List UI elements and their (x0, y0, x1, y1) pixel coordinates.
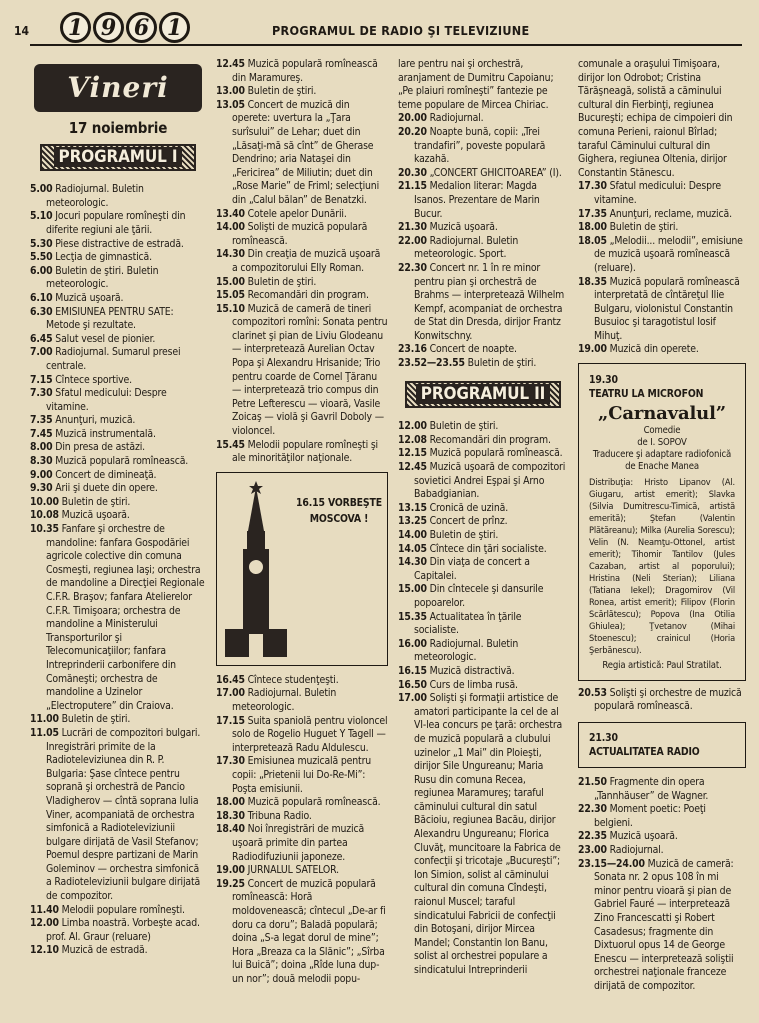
entry-text: Arii şi duete din opere. (55, 482, 158, 495)
theatre-genre: Comedie (643, 424, 681, 436)
entry-time: 5.50 (30, 251, 53, 264)
entry-time: 14.30 (398, 556, 427, 569)
schedule-list (578, 687, 746, 714)
entry-time: 23.52—23.55 (398, 357, 465, 370)
entry-text: Muzică instrumentală. (55, 427, 156, 440)
actualitatea-text: ACTUALITATEA RADIO (589, 746, 700, 759)
schedule-entry (216, 864, 388, 878)
entry-time: 22.30 (578, 803, 607, 816)
entry-time: 16.45 (216, 673, 245, 686)
entry-text: Muzică uşoară. (55, 291, 124, 304)
schedule-entry (216, 303, 388, 439)
entry-text: Cronică de uzină. (429, 501, 509, 514)
entry-text: Cotele apelor Dunării. (247, 207, 347, 220)
entry-time: 7.35 (30, 414, 53, 427)
schedule-entry (398, 343, 568, 357)
schedule-entry (398, 529, 568, 543)
entry-time: 6.45 (30, 332, 53, 345)
entry-text: Radiojurnal. Buletin meteorologic. (46, 183, 144, 209)
entry-text: Lucrări de compozitori bulgari. Inregistrări primite de la Radioteleviziunea din R. P. Bulgaria: Şase cîntece pentru soprană şi orchestră de Pancio Vladigherov — cîntă soprana Iulia Viner, acompaniată de orchestra simfonică a Radioteleviziunii bulgare dirijată de Vasil Stefanov; Poemul despre partizani de Marin Goleminov — orchestra simfonică a Radioteleviziunii bulgare dirijată de compozitor. (46, 726, 201, 903)
schedule-entry (30, 333, 206, 347)
entry-time: 23.15—24.00 (578, 857, 645, 870)
schedule-list (398, 420, 568, 977)
schedule-entry (398, 611, 568, 638)
entry-text: Muzică de estradă. (61, 944, 148, 957)
schedule-entry (30, 469, 206, 483)
entry-time: 20.30 (398, 166, 427, 179)
entry-time: 17.35 (578, 207, 607, 220)
entry-text: Buletin de ştiri. Buletin meteorologic. (46, 264, 159, 291)
schedule-entry (30, 210, 206, 237)
schedule-entry (216, 878, 388, 987)
entry-text: Buletin de ştiri. (467, 357, 537, 370)
entry-text: Medalion literar: Magda Isanos. Prezentare de Marin Bucur. (414, 180, 540, 220)
entry-text: Solişti şi orchestre de muzică populară romînească. (594, 686, 742, 713)
schedule-entry (398, 235, 568, 262)
entry-time: 7.00 (30, 346, 53, 359)
entry-time: 22.30 (398, 261, 427, 274)
entry-text: JURNALUL SATELOR. (247, 864, 339, 877)
schedule-entry (578, 687, 746, 714)
entry-time: 10.08 (30, 509, 59, 522)
entry-text: Radiojurnal. Buletin meteorologic. (232, 687, 337, 713)
entry-text: Jocuri populare romîneşti din diferite regiuni ale ţării. (46, 210, 186, 236)
entry-time: 14.05 (398, 542, 427, 555)
entry-time: 11.00 (30, 713, 59, 726)
schedule-entry (30, 374, 206, 388)
schedule-entry (216, 439, 388, 466)
entry-time: 6.10 (30, 291, 53, 304)
entry-text: Actualitatea în ţările socialiste. (414, 610, 522, 637)
schedule-list (398, 112, 568, 370)
schedule-entry (578, 221, 746, 235)
entry-time: 7.30 (30, 387, 53, 400)
entry-time: 5.10 (30, 210, 53, 223)
schedule-entry (398, 357, 568, 371)
entry-time: 12.00 (30, 917, 59, 930)
entry-time: 12.00 (398, 420, 427, 433)
entry-time: 15.35 (398, 610, 427, 623)
schedule-entry (30, 414, 206, 428)
date-heading: 17 noiembrie (68, 119, 168, 137)
entry-text: Emisiunea muzicală pentru copii: „Prietenii lui Do-Re-Mi”: Poşta emisiunii. (232, 755, 372, 795)
entry-time: 6.00 (30, 264, 53, 277)
entry-time: 17.30 (578, 180, 607, 193)
entry-text: Muzică populară romînească. (247, 796, 381, 809)
entry-time: 12.10 (30, 944, 59, 957)
entry-time: 12.15 (398, 447, 427, 460)
entry-time: 10.35 (30, 523, 59, 536)
moscova-text: VORBEŞTE MOSCOVA ! (309, 496, 382, 525)
entry-time: 17.30 (216, 755, 245, 768)
entry-time: 17.00 (398, 692, 427, 705)
schedule-entry (578, 235, 746, 276)
entry-time: 15.00 (398, 583, 427, 596)
entry-text: Buletin de ştiri. (61, 495, 131, 508)
entry-time: 15.00 (216, 275, 245, 288)
entry-time: 19.25 (216, 877, 245, 890)
entry-time: 7.45 (30, 427, 53, 440)
entry-time: 17.00 (216, 687, 245, 700)
entry-text: Buletin de ştiri. (429, 529, 499, 541)
entry-text: Lecţia de gimnastică. (55, 251, 152, 264)
schedule-entry (30, 265, 206, 292)
entry-text: Din viaţa de concert a Capitalei. (414, 556, 530, 582)
continued-text: lare pentru nai şi orchestră, aranjament de Dumitru Capoianu; „Pe plaiuri romîneşti” fantezie pe teme populare de Mircea Chiriac. (398, 58, 554, 111)
entry-text: Din cîntecele şi dansurile popoarelor. (414, 583, 544, 609)
entry-text: Recomandări din program. (429, 433, 551, 446)
schedule-entry (398, 461, 568, 502)
theatre-label: TEATRU LA MICROFON (589, 387, 704, 400)
entry-text: Muzică uşoară. (429, 221, 498, 234)
schedule-list (216, 674, 388, 987)
schedule-entry (578, 343, 746, 357)
program-1-label: PROGRAMUL I (54, 147, 183, 167)
schedule-entry (398, 502, 568, 516)
entry-text: Concert de muzică populară romînească: Horă moldovenească; cîntecul „De-ar fi doru ca doru”; Baladă populară; doina „S-a legat dorul de mine”; Hora „Breaza ca la Slănic”; „Sîrba lui Buică”; doina „Rîde luna dup-un nor”; două melodii popu- (232, 877, 386, 985)
entry-text: Radiojurnal. Sumarul presei centrale. (46, 346, 181, 372)
entry-time: 9.30 (30, 482, 53, 495)
schedule-entry (398, 556, 568, 583)
schedule-entry (398, 447, 568, 461)
schedule-entry (216, 810, 388, 824)
entry-time: 18.35 (578, 275, 607, 288)
schedule-entry (30, 251, 206, 265)
entry-text: Muzică uşoară. (609, 830, 678, 843)
schedule-entry (216, 276, 388, 290)
schedule-entry (578, 208, 746, 222)
day-heading: Vineri (34, 64, 202, 112)
entry-text: Muzică populară romînească. (55, 455, 189, 468)
column-4 (578, 58, 746, 994)
schedule-list (578, 180, 746, 357)
schedule-entry (30, 482, 206, 496)
entry-text: Noapte bună, copii: „Trei trandafiri”, poveste populară kazahă. (414, 125, 546, 166)
entry-text: Solişti de muzică populară romînească. (232, 221, 368, 247)
entry-time: 11.40 (30, 903, 59, 916)
schedule-entry (398, 434, 568, 448)
entry-text: Buletin de ştiri. (247, 275, 317, 288)
entry-text: Recomandări din program. (247, 289, 369, 302)
entry-text: Melodii populare romîneşti şi ale minorităţilor naţionale. (232, 438, 378, 465)
entry-text: Piese distractive de estradă. (55, 237, 184, 250)
schedule-entry (398, 692, 568, 977)
schedule-entry (216, 674, 388, 688)
schedule-entry (216, 99, 388, 208)
entry-time: 20.53 (578, 686, 607, 699)
schedule-entry (398, 583, 568, 610)
continued-text: comunale a oraşului Timişoara, dirijor Ion Odrobot; Cristina Tărăşneagă, solistă a căminului cultural din Fierbinţi, regiunea Bucureşti; echipa de cimpoieri din comuna Perieni, raionul Bîrlad; taraful Căminului cultural din Gighera, regiunea Oltenia, dirijor Constantin Stănescu. (578, 58, 733, 179)
theatre-director: Regia artistică: Paul Stratilat. (602, 659, 722, 671)
schedule-entry (578, 830, 746, 844)
entry-time: 13.00 (216, 85, 245, 98)
entry-text: Anunţuri, reclame, muzică. (609, 207, 732, 220)
entry-text: Muzică uşoară de compozitori sovietici Andrei Eşpai şi Arno Babadgianian. (414, 461, 566, 501)
schedule-entry (578, 858, 746, 994)
schedule-entry (398, 679, 568, 693)
schedule-entry (398, 167, 568, 181)
entry-text: Melodii populare romîneşti. (61, 903, 185, 916)
schedule-entry (216, 248, 388, 275)
entry-time: 5.30 (30, 237, 53, 250)
entry-text: Anunţuri, muzică. (55, 414, 136, 427)
entry-text: Buletin de ştiri. (609, 221, 679, 234)
column-2 (216, 58, 388, 986)
entry-text: Radiojurnal. (609, 844, 664, 856)
entry-time: 15.45 (216, 438, 245, 451)
entry-text: Concert de noapte. (429, 343, 517, 356)
entry-time: 21.50 (578, 776, 607, 789)
entry-text: Din creaţia de muzică uşoară a compozitorului Elly Roman. (232, 248, 381, 274)
schedule-entry (216, 289, 388, 303)
program-2-heading (405, 381, 561, 409)
year-digit: 1 (159, 12, 190, 43)
entry-time: 8.00 (30, 441, 53, 454)
entry-text: Buletin de ştiri. (247, 85, 317, 98)
schedule-entry (216, 208, 388, 222)
schedule-entry (398, 262, 568, 344)
entry-time: 18.30 (216, 809, 245, 822)
schedule-entry (398, 180, 568, 221)
actualitatea-box (578, 722, 746, 768)
entry-time: 12.08 (398, 433, 427, 446)
entry-text: Din presa de astăzi. (55, 441, 145, 454)
schedule-entry (30, 496, 206, 510)
theatre-distribution: Distribuţia: Hristo Lipanov (Al. Giugaru, artist emerit); Slavka (Silvia Dumitrescu-Timică, artistă emerită); Ştefan (Valentin Plătăreanu); Milka (Aurelia Sorescu); Velin (N. Neamţu-Ottonel, artist emerit); Tihomir Tantilov (Jules Cazaban, artist al poporului); Hristina (Neli Sterian); Liliana (Tatiana Iekel); Dragomirov (Vil Ronea, artist emerit); Filipov (Florin Scărlătescu); Popova (Ina Otilia Ghiulea); Ţvetanov (Mihai Stoenescu); crainicul (Horia Şerbănescu). (589, 476, 735, 656)
entry-time: 12.45 (216, 58, 245, 70)
entry-time: 13.40 (216, 207, 245, 220)
entry-text: Sfatul medicului: Despre vitamine. (46, 387, 167, 413)
entry-time: 16.50 (398, 678, 427, 691)
schedule-entry (216, 796, 388, 810)
entry-text: Fanfare şi orchestre de mandoline: fanfara Gospodăriei agricole colective din comuna Cosmeşti, regiunea Iaşi; orchestra de mandoline a Direcţiei Regionale C.F.R. Braşov; fanfara Atelierelor C.F.R. Timişoara; orchestra de mandoline a Ministerului Transporturilor şi Telecomunicaţiilor; fanfara Intreprinderii carbonifere din Comăneşti; orchestra de mandoline a Uzinelor „Electroputere” din Craiova. (46, 523, 205, 712)
entry-time: 23.00 (578, 844, 607, 856)
entry-text: Muzică de cameră de tineri compozitori romîni: Sonata pentru clarinet şi pian de Liviu Glodeanu — interpretează Aurelian Octav Popa şi Alexandru Hrisanide; Trio pentru coarde de Cornel Ţăranu — interpretează trio compus din Petre Lefterescu — vioară, Vasile Zoicaş — violă şi Gavril Doboly — violoncel. (232, 302, 388, 438)
entry-text: Noi înregistrări de muzică uşoară primite din partea Radiodifuziunii japoneze. (232, 823, 365, 863)
entry-text: Tribuna Radio. (247, 809, 312, 822)
page-number: 14 (14, 24, 30, 38)
entry-time: 22.00 (398, 234, 427, 247)
schedule-entry (216, 715, 388, 756)
entry-time: 16.00 (398, 637, 427, 650)
schedule-entry (216, 221, 388, 248)
entry-text: Solişti şi formaţii artistice de amatori participante la cel de al VI-lea concurs pe ţară: orchestra de muzică populară a clubului uzinelor „1 Mai” din Ploieşti, dirijor Sile Ungureanu; Maria Rusu din comuna Recea, regiunea Maramureş; taraful căminului cultural din satul Băcioiu, regiunea Bacău, dirijor Alexandru Ungureanu; Florica Cluvăţ, muncitoare la Fabrica de confecţii şi tricotaje „Bucureşti”; Ion Simion, solist al căminului cultural din comuna Cîndeşti, raionul Muscel; taraful sindicatului Fabricii de confecţii din Botoşani, dirijor Mircea Mandel; Constantin Ion Banu, solist al orchestrei populare a sindicatului Intreprinderii (414, 692, 563, 976)
schedule-entry (30, 455, 206, 469)
entry-time: 8.30 (30, 455, 53, 468)
entry-text: Muzică distractivă. (429, 664, 515, 677)
schedule-entry (578, 803, 746, 830)
entry-time: 14.00 (398, 529, 427, 541)
schedule-entry (216, 823, 388, 864)
entry-text: Muzică populară romînească din Maramureş. (232, 58, 378, 84)
entry-time: 20.20 (398, 125, 427, 138)
program-1-heading (40, 144, 196, 172)
schedule-entry (30, 183, 206, 210)
entry-text: Concert nr. 1 în re minor pentru pian şi orchestră de Brahms — interpretează Wilhelm Kempf, acompaniat de orchestra de Stat din Dresda, dirijor Frantz Konwitschny. (414, 261, 565, 342)
schedule-entry (398, 638, 568, 665)
schedule-entry (578, 180, 746, 207)
entry-time: 19.00 (578, 343, 607, 356)
schedule-entry (30, 713, 206, 727)
entry-time: 16.15 (398, 664, 427, 677)
schedule-list (578, 776, 746, 994)
schedule-list (30, 183, 206, 958)
schedule-entry (398, 221, 568, 235)
schedule-entry (30, 509, 206, 523)
entry-time: 11.05 (30, 726, 59, 739)
kremlin-tower-icon (221, 479, 291, 659)
entry-text: Muzică populară romînească interpretată de cîntăreţul Ilie Bulgaru, violonistul Constantin Busuioc şi taragotistul Iosif Mihuţ. (594, 275, 740, 342)
entry-text: Muzică uşoară. (61, 509, 130, 522)
entry-text: Fragmente din opera „Tannhäuser” de Wagner. (594, 776, 709, 802)
entry-time: 7.15 (30, 373, 53, 386)
entry-text: Radiojurnal. (429, 112, 484, 125)
moscova-box (216, 472, 388, 666)
entry-time: 9.00 (30, 468, 53, 481)
entry-text: „CONCERT GHICITOAREA” (I). (429, 166, 562, 179)
entry-time: 15.05 (216, 289, 245, 302)
entry-time: 18.40 (216, 823, 245, 836)
entry-time: 6.30 (30, 305, 53, 318)
schedule-entry (398, 126, 568, 167)
entry-time: 17.15 (216, 714, 245, 727)
entry-text: Salut vesel de pionier. (55, 332, 156, 345)
schedule-entry (578, 844, 746, 858)
entry-text: Buletin de ştiri. (61, 713, 131, 726)
schedule-entry (30, 727, 206, 904)
entry-time: 13.25 (398, 515, 427, 528)
program-2-label: PROGRAMUL II (416, 384, 550, 404)
schedule-entry (30, 428, 206, 442)
entry-text: Muzică populară romînească. (429, 447, 563, 460)
year-digit: 6 (126, 12, 157, 43)
schedule-entry (398, 420, 568, 434)
theatre-author: de I. SOPOV (637, 436, 687, 448)
page-title: PROGRAMUL DE RADIO ŞI TELEVIZIUNE (272, 23, 530, 38)
entry-time: 23.16 (398, 343, 427, 356)
entry-text: Cîntece studenţeşti. (247, 673, 339, 686)
entry-text: Concert de dimineaţă. (55, 468, 157, 481)
entry-text: Cîntece sportive. (55, 373, 132, 386)
schedule-entry (30, 904, 206, 918)
entry-time: 21.15 (398, 180, 427, 193)
schedule-entry (216, 687, 388, 714)
entry-text: Muzică din operete. (609, 343, 699, 356)
year-badge (60, 12, 190, 43)
schedule-entry (30, 917, 206, 944)
schedule-entry (216, 85, 388, 99)
entry-time: 18.00 (216, 796, 245, 809)
entry-time: 18.05 (578, 234, 607, 247)
entry-time: 21.30 (398, 221, 427, 234)
schedule-entry (216, 755, 388, 796)
schedule-entry (30, 523, 206, 713)
entry-time: 12.45 (398, 461, 427, 474)
moscova-title (291, 495, 387, 527)
entry-text: Limba noastră. Vorbeşte acad. prof. Al. Graur (reluare) (46, 917, 200, 943)
entry-text: Radiojurnal. Buletin meteorologic. (414, 637, 519, 664)
schedule-entry (398, 112, 568, 126)
moscova-time: 16.15 (296, 496, 325, 509)
entry-time: 20.00 (398, 112, 427, 125)
entry-text: „Melodii... melodii”, emisiune de muzică uşoară romînească (reluare). (594, 234, 743, 274)
entry-time: 19.00 (216, 864, 245, 877)
entry-time: 13.15 (398, 501, 427, 514)
schedule-entry (398, 543, 568, 557)
theatre-time: 19.30 (589, 374, 618, 387)
entry-time: 13.05 (216, 98, 245, 111)
entry-time: 14.30 (216, 248, 245, 261)
entry-text: Suita spaniolă pentru violoncel solo de Rogelio Huguet Y Tagell — interpretează Radu Aldulescu. (232, 714, 388, 754)
schedule-entry (30, 292, 206, 306)
year-digit: 1 (60, 12, 91, 43)
entry-text: Sfatul medicului: Despre vitamine. (594, 180, 721, 206)
schedule-entry (30, 346, 206, 373)
schedule-entry (30, 944, 206, 958)
schedule-entry (30, 306, 206, 333)
column-1 (30, 58, 206, 958)
entry-text: Buletin de ştiri. (429, 420, 499, 433)
entry-text: Curs de limba rusă. (429, 678, 518, 691)
entry-text: Radiojurnal. Buletin meteorologic. Sport. (414, 234, 519, 261)
theatre-adaptation: Traducere şi adaptare radiofonică de Enache Manea (592, 448, 732, 472)
schedule-entry (30, 238, 206, 252)
schedule-entry (578, 276, 746, 344)
schedule-entry (578, 776, 746, 803)
entry-text: Concert de prînz. (429, 515, 508, 528)
header-rule (30, 44, 742, 46)
entry-text: Moment poetic: Poeţi belgieni. (594, 803, 706, 829)
theatre-box (578, 363, 746, 681)
page-header (0, 0, 759, 48)
entry-time: 14.00 (216, 221, 245, 234)
year-digit: 9 (93, 12, 124, 43)
column-3 (398, 58, 568, 978)
schedule-list (216, 58, 388, 466)
schedule-entry (398, 665, 568, 679)
entry-time: 15.10 (216, 302, 245, 315)
schedule-entry (30, 387, 206, 414)
entry-time: 18.00 (578, 221, 607, 234)
schedule-entry (398, 515, 568, 529)
schedule-entry (30, 441, 206, 455)
entry-text: EMISIUNEA PENTRU SATE: Metode şi rezultate. (46, 305, 174, 332)
entry-time: 22.35 (578, 830, 607, 843)
entry-text: Concert de muzică din operete: uvertura la „Ţara surîsului” de Lehar; duet din „Lăsaţi-mă să cînt” de Gherase Dendrino; aria Nataşei din „Fericirea” de Miliutin; duet din „Rose Marie” de Friml; selecţiuni din „Calul bălan” de Benatzki. (232, 98, 380, 206)
entry-time: 5.00 (30, 183, 53, 196)
entry-text: Muzică de cameră: Sonata nr. 2 opus 108 în mi minor pentru vioară şi pian de Gabriel Fauré — interpretează Zino Francescatti şi Robert Casadesus; fragmente din Dixtuorul opus 14 de George Enescu — interpretează soliştii orchestrei naţionale franceze dirijată de compozitor. (594, 857, 734, 992)
entry-text: Cîntece din ţări socialiste. (429, 542, 547, 555)
actualitatea-time: 21.30 (589, 732, 618, 745)
entry-time: 10.00 (30, 495, 59, 508)
schedule-entry (216, 58, 388, 85)
theatre-title: „Carnavalul” (597, 403, 726, 425)
